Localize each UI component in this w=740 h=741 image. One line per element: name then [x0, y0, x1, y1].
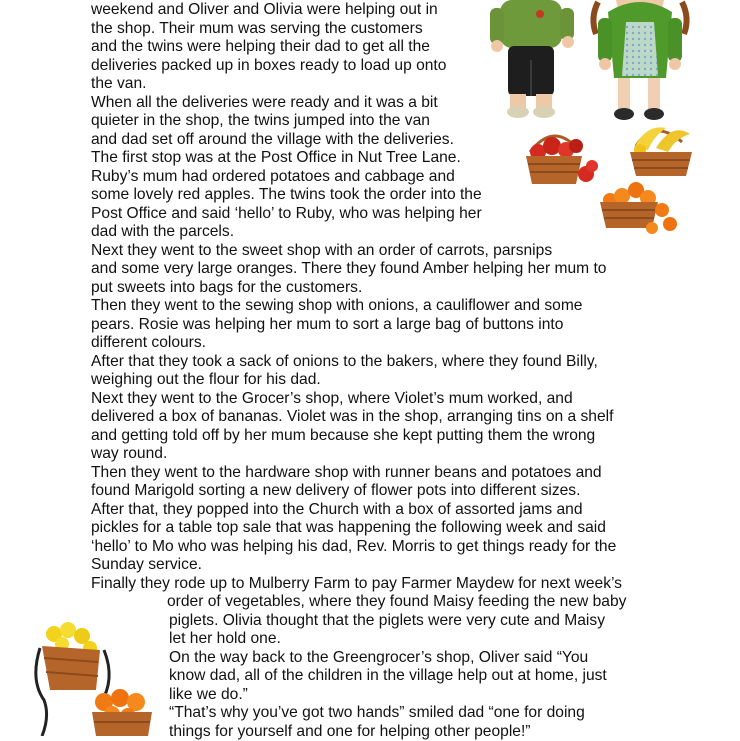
- story-line: On the way back to the Greengrocer’s shop, Oliver said “You: [169, 649, 589, 666]
- fruit-stand-illustration: [30, 620, 160, 736]
- story-line: and the twins were helping their dad to get all the: [91, 38, 430, 55]
- story-line: After that they took a sack of onions to the bakers, where they found Billy,: [91, 353, 598, 370]
- story-line: order of vegetables, where they found Maisy feeding the new baby: [167, 593, 627, 610]
- story-line: and some very large oranges. There they found Amber helping her mum to: [91, 260, 607, 277]
- story-line: piglets. Olivia thought that the piglets were very cute and Maisy: [169, 612, 605, 629]
- story-line: After that, they popped into the Church with a box of assorted jams and: [91, 501, 583, 518]
- story-line: ‘hello’ to Mo who was helping his dad, Rev. Morris to get things ready for the: [91, 538, 617, 555]
- story-line: way round.: [91, 445, 168, 462]
- twins-dolls-illustration: [486, 0, 702, 122]
- apple-basket-illustration: [522, 126, 600, 192]
- orange-basket-illustration: [596, 178, 678, 236]
- banana-basket-illustration: [626, 118, 696, 180]
- story-line: found Marigold sorting a new delivery of flower pots into different sizes.: [91, 482, 581, 499]
- story-line: Then they went to the sewing shop with onions, a cauliflower and some: [91, 297, 583, 314]
- story-line: delivered a box of bananas. Violet was in the shop, arranging tins on a shelf: [91, 408, 614, 425]
- story-line: “That’s why you’ve got two hands” smiled dad “one for doing: [169, 704, 585, 721]
- story-line: Then they went to the hardware shop with runner beans and potatoes and: [91, 464, 602, 481]
- story-line: pickles for a table top sale that was happening the following week and said: [91, 519, 606, 536]
- boy-doll: [490, 0, 574, 118]
- story-line: When all the deliveries were ready and it was a bit: [91, 94, 438, 111]
- story-line: like we do.”: [169, 686, 248, 703]
- story-line: and dad set off around the village with the deliveries.: [91, 131, 454, 148]
- story-line: let her hold one.: [169, 630, 281, 647]
- story-line: pears. Rosie was helping her mum to sort a large bag of buttons into: [91, 316, 564, 333]
- story-line: Next they went to the sweet shop with an order of carrots, parsnips: [91, 242, 553, 259]
- story-line: Ruby’s mum had ordered potatoes and cabbage and: [91, 168, 455, 185]
- story-line: deliveries packed up in boxes ready to load up onto: [91, 57, 447, 74]
- story-line: quieter in the shop, the twins jumped into the van: [91, 112, 430, 129]
- story-line: dad with the parcels.: [91, 223, 235, 240]
- story-line: Next they went to the Grocer’s shop, where Violet’s mum worked, and: [91, 390, 573, 407]
- story-line: Finally they rode up to Mulberry Farm to pay Farmer Maydew for next week’s: [91, 575, 622, 592]
- story-line: things for yourself and one for helping other people!”: [169, 723, 531, 740]
- story-line: The first stop was at the Post Office in Nut Tree Lane.: [91, 149, 461, 166]
- story-line: know dad, all of the children in the village help out at home, just: [169, 667, 607, 684]
- story-line: Sunday service.: [91, 556, 202, 573]
- story-line: weighing out the flour for his dad.: [91, 371, 321, 388]
- story-line: the shop. Their mum was serving the customers: [91, 20, 423, 37]
- story-line: some lovely red apples. The twins took the order into the: [91, 186, 482, 203]
- girl-doll: [593, 0, 686, 120]
- story-line: Post Office and said ‘hello’ to Ruby, who was helping her: [91, 205, 482, 222]
- story-line: different colours.: [91, 334, 206, 351]
- story-line: put sweets into bags for the customers.: [91, 279, 363, 296]
- story-line: weekend and Oliver and Olivia were helping out in: [91, 1, 438, 18]
- story-line: the van.: [91, 75, 147, 92]
- story-line: and getting told off by her mum because she kept putting them the wrong: [91, 427, 596, 444]
